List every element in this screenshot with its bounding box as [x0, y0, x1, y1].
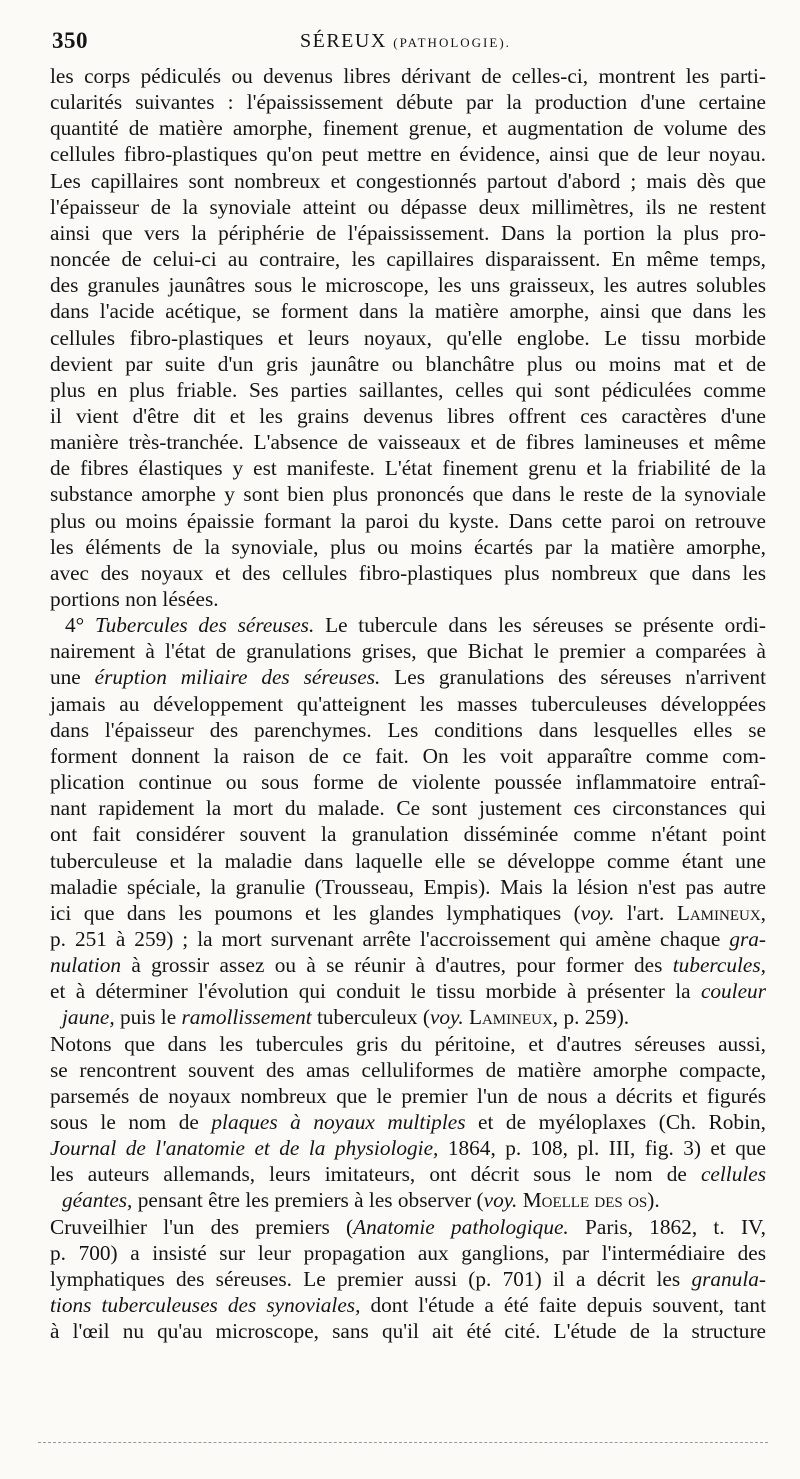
text-segment: plus ou moins épaissie formant la paroi du kyste. Dans cette paroi on retrouve [50, 508, 766, 533]
text-segment: dont l'étude a été faite depuis souvent, tant [360, 1293, 766, 1318]
text-segment: tuberculeux ( [311, 1005, 430, 1030]
text-line [50, 692, 766, 717]
text-line [50, 822, 766, 847]
italic-text: gra- [729, 926, 766, 951]
text-line [50, 770, 766, 795]
text-segment: p. 259). [558, 1005, 630, 1030]
page-number: 350 [52, 28, 88, 53]
text-line [50, 927, 766, 952]
text-line [50, 456, 766, 481]
text-segment: sous le nom de [50, 1110, 212, 1134]
text-line [50, 718, 766, 743]
text-segment: à grossir assez ou à se réunir à d'autres, pour former des [121, 953, 673, 978]
text-segment: à l'œil nu qu'au microscope, sans qu'il ait été cité. L'étude de la structure [50, 1319, 766, 1344]
text-line [50, 1162, 766, 1187]
text-segment: nairement à l'état de granulations grises, que Bichat le premier a comparées à [50, 639, 766, 664]
text-line [50, 1319, 766, 1344]
italic-text: tions tuberculeuses des synoviales, [50, 1293, 361, 1318]
italic-text: voy. [483, 1188, 518, 1213]
text-segment: les éléments de la synoviale, plus ou moins écartés par la matière amorphe, [50, 534, 766, 559]
italic-text: Anatomie pathologique. [353, 1214, 569, 1239]
text-segment: jamais au développement qu'atteignent les masses tuberculeuses développées [50, 691, 766, 716]
text-line [50, 1032, 766, 1057]
text-line [50, 953, 766, 978]
text-segment: les auteurs allemands, leurs imitateurs, ont décrit sous le nom de [50, 1162, 701, 1187]
text-segment: ont fait considérer souvent la granulation disséminée comme n'étant point [50, 822, 766, 847]
text-line [62, 1005, 766, 1030]
text-segment: devient par suite d'un gris jaunâtre ou blanchâtre plus ou moins mat et de [50, 351, 766, 376]
text-line [50, 979, 766, 1004]
text-segment: lymphatiques des séreuses. Le premier aussi (p. 701) il a décrit les [50, 1266, 692, 1291]
text-segment: Notons que dans les tubercules gris du péritoine, et d'autres séreuses aussi, [50, 1031, 766, 1056]
text-segment: et à déterminer l'évolution qui conduit le tissu morbide à présenter la [50, 979, 701, 1004]
text-line [50, 535, 766, 560]
text-segment: forment donnent la raison de ce fait. On les voit apparaître comme com- [50, 743, 766, 768]
text-line [50, 587, 766, 612]
text-segment: pensant être les premiers à les observer ( [132, 1188, 484, 1213]
text-line [50, 665, 766, 690]
text-line [50, 1293, 766, 1318]
italic-text: ramollissement [181, 1005, 312, 1030]
text-line [50, 221, 766, 246]
text-line [50, 90, 766, 115]
text-segment: il vient d'être dit et les grains devenus libres offrent ces caractères d'une [50, 403, 766, 428]
italic-text: tubercules, [672, 953, 766, 978]
text-line [50, 378, 766, 403]
text-segment: puis le [114, 1005, 182, 1030]
text-segment: portions non lésées. [50, 587, 219, 611]
text-line [50, 509, 766, 534]
text-line [62, 1188, 766, 1213]
text-line [50, 901, 766, 926]
text-segment: une [50, 665, 95, 690]
italic-text: cellules [700, 1162, 766, 1187]
italic-text: plaques à noyaux multiples [211, 1110, 466, 1134]
italic-text: voy. [580, 900, 615, 925]
italic-text: géantes, [62, 1188, 133, 1213]
italic-text: jaune, [62, 1005, 115, 1030]
text-line [50, 404, 766, 429]
text-segment: p. 700) a insisté sur leur propagation aux ganglions, par l'intermédiaire des [50, 1240, 766, 1265]
text-segment: quantité de matière amorphe, finement grenue, et augmentation de volume des [50, 116, 766, 141]
text-line [50, 561, 766, 586]
text-line [50, 1267, 766, 1292]
text-segment: plus en plus friable. Ses parties saillantes, celles qui sont pédiculées comme [50, 377, 766, 402]
text-segment: ici que dans les poumons et les glandes lymphatiques ( [50, 900, 581, 925]
text-segment: Le tubercule dans les séreuses se présente ordi- [314, 613, 766, 638]
text-line [50, 299, 766, 324]
italic-text: Journal de l'anatomie et de la physiologie, [50, 1136, 439, 1161]
text-line [50, 326, 766, 351]
text-segment: se rencontrent souvent des amas celluliformes de matière amorphe compacte, [50, 1057, 766, 1082]
running-head-subtitle: (PATHOLOGIE). [393, 35, 511, 50]
text-segment: Les capillaires sont nombreux et congestionnés partout d'abord ; mais dès que [50, 168, 766, 193]
text-segment: 4° [65, 613, 95, 638]
text-line [50, 430, 766, 455]
text-segment: tuberculeuse et la maladie dans laquelle elle se développe comme étant une [50, 848, 766, 873]
italic-text: nulation [50, 953, 121, 978]
text-segment: cularités suivantes : l'épaississement débute par la production d'une certaine [50, 90, 766, 115]
text-line [65, 613, 766, 638]
text-line [50, 849, 766, 874]
text-segment: avec des noyaux et des cellules fibro-plastiques plus nombreux que dans les [50, 560, 766, 585]
small-caps-text: Lamineux, [468, 1005, 559, 1030]
text-line [50, 142, 766, 167]
text-segment: cellules fibro-plastiques et leurs noyaux, qu'elle englobe. Le tissu morbide [50, 325, 766, 350]
text-line [50, 1084, 766, 1109]
text-segment: des granules jaunâtres sous le microscope, les uns graisseux, les autres solubles [50, 273, 766, 298]
text-line [50, 116, 766, 141]
small-caps-text: Lamineux, [676, 900, 766, 925]
text-segment: de fibres élastiques y est manifeste. L'état finement grenu et la friabilité de la [50, 456, 766, 481]
text-line [50, 875, 766, 900]
text-segment: dans l'épaisseur des parenchymes. Les conditions dans lesquelles elles se [50, 717, 766, 742]
text-segment: manière très-tranchée. L'absence de vaisseaux et de fibres lamineuses et même [50, 430, 766, 455]
text-line [50, 796, 766, 821]
text-segment: Les granulations des séreuses n'arrivent [380, 665, 766, 690]
text-line [50, 1058, 766, 1083]
page-bottom-rule [38, 1442, 768, 1443]
text-segment: noncée de celui-ci au contraire, les capillaires disparaissent. En même temps, [50, 247, 766, 272]
text-line [50, 195, 766, 220]
text-line [50, 1110, 766, 1135]
text-line [50, 247, 766, 272]
text-line [50, 64, 766, 89]
text-line [50, 639, 766, 664]
text-line [50, 1136, 766, 1161]
text-segment: l'épaisseur de la synoviale atteint ou dépasse deux millimètres, ils ne restent [50, 194, 766, 219]
text-segment: ). [647, 1188, 660, 1213]
text-segment: plication continue ou sous forme de violente poussée inflammatoire entraî- [50, 770, 766, 795]
italic-text: granula- [691, 1266, 766, 1291]
text-segment: l'art. [614, 900, 677, 925]
text-segment: cellules fibro-plastiques qu'on peut mettre en évidence, ainsi que de leur noyau. [50, 142, 766, 167]
text-segment: p. 251 à 259) ; la mort survenant arrête l'accroissement qui amène chaque [50, 926, 730, 951]
text-segment: Paris, 1862, t. IV, [568, 1214, 766, 1239]
text-line [50, 1215, 766, 1240]
text-line [50, 352, 766, 377]
small-caps-text: Moelle des os [522, 1188, 648, 1213]
text-segment: et de myéloplaxes (Ch. Robin, [465, 1110, 766, 1134]
text-segment: dans l'acide acétique, se forment dans la matière amorphe, ainsi que dans les [50, 299, 766, 324]
italic-text: voy. [429, 1005, 464, 1030]
text-segment: parsemés de noyaux nombreux que le premier l'un de nous a décrits et figurés [50, 1083, 766, 1108]
text-line [50, 482, 766, 507]
text-segment: maladie spéciale, la granulie (Trousseau, Empis). Mais la lésion n'est pas autre [50, 874, 766, 899]
text-segment: nant rapidement la mort du malade. Ce sont justement ces circonstances qui [50, 796, 766, 821]
text-segment: ainsi que vers la périphérie de l'épaississement. Dans la portion la plus pro- [50, 220, 766, 245]
text-line [50, 169, 766, 194]
italic-text: éruption miliaire des séreuses. [94, 665, 381, 690]
italic-text: Tubercules des séreuses. [94, 613, 315, 638]
text-line [50, 273, 766, 298]
text-segment: Cruveilhier l'un des premiers ( [50, 1214, 354, 1239]
running-head-title: SÉREUX [300, 30, 387, 52]
italic-text: couleur [700, 979, 766, 1004]
text-line [50, 744, 766, 769]
text-line [50, 1241, 766, 1266]
text-segment: les corps pédiculés ou devenus libres dérivant de celles-ci, montrent les parti- [50, 64, 766, 88]
text-segment: substance amorphe y sont bien plus prononcés que dans le reste de la synoviale [50, 482, 766, 507]
text-segment: 1864, p. 108, pl. III, fig. 3) et que [438, 1136, 766, 1161]
